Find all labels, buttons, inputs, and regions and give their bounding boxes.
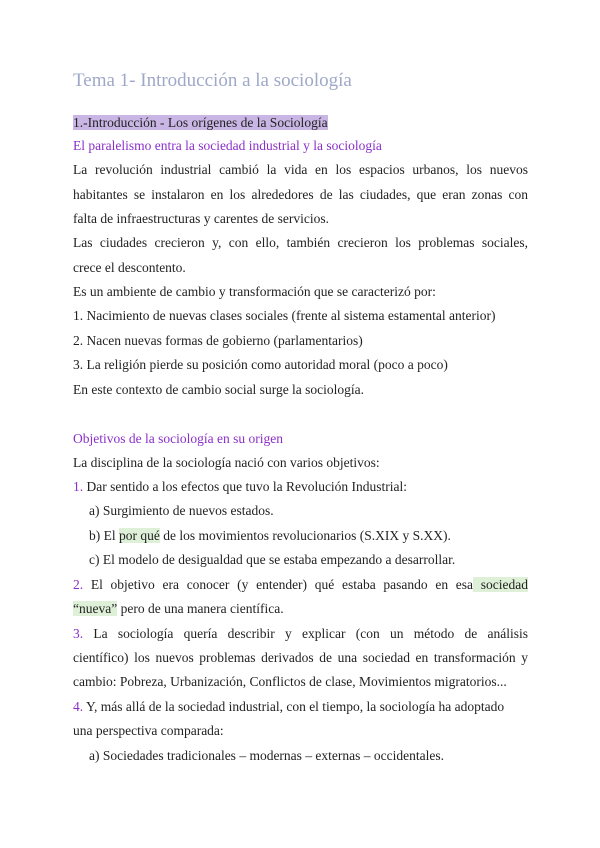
- objective-1-b-highlight: por qué: [119, 528, 160, 543]
- objective-4-number: 4.: [73, 699, 84, 714]
- objective-4-line1: [73, 697, 528, 717]
- objective-3-line3: cambio: Pobreza, Urbanización, Conflictos de clase, Movimientos migratorios...: [73, 674, 507, 689]
- objective-1-b: [89, 526, 528, 546]
- objective-2-text: El objetivo era conocer (y entender) qué estaba pasando en esa: [83, 577, 474, 592]
- objective-1-c: c) El modelo de desigualdad que se estaba empezando a desarrollar.: [89, 552, 456, 567]
- document-title: Tema 1- Introducción a la sociología: [73, 70, 352, 91]
- objective-2-highlight-1: sociedad: [473, 577, 528, 592]
- para3: Es un ambiente de cambio y transformación que se caracterizó por:: [73, 284, 436, 299]
- objective-2-number: 2.: [73, 577, 84, 592]
- para1-line2: habitantes se instalaron en los alrededores de las ciudades, que eran zonas con: [73, 187, 528, 202]
- section1-closing: En este contexto de cambio social surge la sociología.: [73, 382, 365, 397]
- objective-4-text: Y, más allá de la sociedad industrial, con el tiempo, la sociología ha adoptado: [83, 699, 505, 714]
- list-item-2: 2. Nacen nuevas formas de gobierno (parlamentarios): [73, 333, 363, 348]
- objective-2-text-2: pero de una manera científica.: [117, 601, 284, 616]
- objective-4-line2: una perspectiva comparada:: [73, 723, 224, 738]
- objective-3-line2: científico) los nuevos problemas derivados de una sociedad en transformación y: [73, 650, 528, 665]
- section2-intro: La disciplina de la sociología nació con varios objetivos:: [73, 455, 380, 470]
- objective-1: [73, 477, 528, 497]
- list-item-1: 1. Nacimiento de nuevas clases sociales (frente al sistema estamental anterior): [73, 308, 496, 323]
- objective-1-a: a) Surgimiento de nuevos estados.: [89, 503, 274, 518]
- section1-subheading: El paralelismo entra la sociedad industrial y la sociología: [73, 138, 382, 153]
- objective-1-b-post: de los movimientos revolucionarios (S.XIX y S.XX).: [159, 528, 451, 543]
- objective-2-line2: [73, 599, 528, 619]
- objective-3-text: La sociología quería describir y explicar (con un método de análisis: [83, 626, 528, 641]
- objective-1-number: 1.: [73, 479, 84, 494]
- objective-1-text: Dar sentido a los efectos que tuvo la Revolución Industrial:: [83, 479, 408, 494]
- para2-line2: crece el descontento.: [73, 260, 186, 275]
- section1-heading-text: 1.-Introducción - Los orígenes de la Sociología: [73, 115, 328, 130]
- objective-2-line1: [73, 575, 528, 595]
- list-item-3: 3. La religión pierde su posición como autoridad moral (poco a poco): [73, 357, 448, 372]
- para2-line1: Las ciudades crecieron y, con ello, también crecieron los problemas sociales,: [73, 235, 528, 250]
- para1-line1: La revolución industrial cambió la vida en los espacios urbanos, los nuevos: [73, 162, 528, 177]
- objective-1-b-pre: b) El: [89, 528, 119, 543]
- objective-3-number: 3.: [73, 626, 84, 641]
- section2-subheading: Objetivos de la sociología en su origen: [73, 431, 283, 446]
- para1-line3: falta de infraestructuras y carentes de servicios.: [73, 211, 330, 226]
- objective-3-line1: [73, 624, 528, 644]
- objective-2-highlight-2: “nueva”: [73, 601, 118, 616]
- section1-heading: [73, 113, 528, 133]
- objective-4-a: a) Sociedades tradicionales – modernas – externas – occidentales.: [89, 748, 444, 763]
